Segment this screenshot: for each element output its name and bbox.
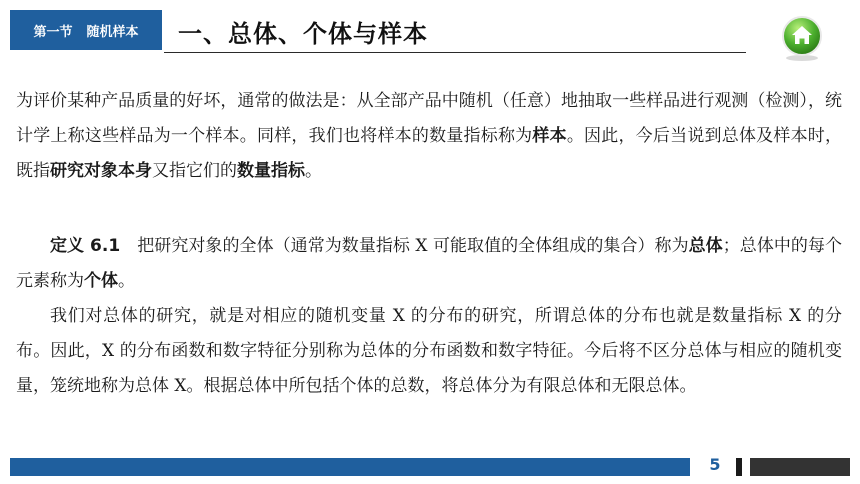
section-label: 第一节: [33, 24, 73, 40]
term-object: 研究对象本身: [50, 161, 152, 181]
title-divider: [164, 52, 746, 53]
intro-text-3: 又指它们的: [152, 161, 237, 181]
footer-dark-bar: [750, 458, 850, 476]
term-individual: 个体: [84, 271, 118, 291]
footer-bar: [10, 458, 690, 476]
definition-text-3: 。: [118, 271, 135, 291]
intro-text-4: 。: [305, 161, 322, 181]
home-button[interactable]: [778, 14, 826, 62]
definition-text-2: ；总体中的每个元素称为: [16, 236, 842, 291]
home-icon: [778, 14, 826, 62]
definition-label: 定义 6.1: [50, 236, 121, 256]
term-quantity: 数量指标: [237, 161, 305, 181]
page-title: 一、总体、个体与样本: [178, 20, 428, 48]
page-number: 5: [709, 455, 721, 474]
intro-text-2: 。因此，今后当说到总体及样本时，既指: [16, 126, 843, 181]
intro-paragraph: [16, 84, 842, 189]
section-badge: [10, 10, 162, 50]
explanation-paragraph: 我们对总体的研究，就是对相应的随机变量 X 的分布的研究，所谓总体的分布也就是数量指标 X 的分布。因此，X 的分布函数和数字特征分别称为总体的分布函数和数字特征。今后将不区分总体与相应的随机变量，笼统地称为总体 X。根据总体中所包括个体的总数，将总体分为有限总体和无限总体。: [16, 306, 842, 396]
footer-tick: [736, 458, 742, 476]
main-content: [16, 84, 842, 404]
term-sample: 样本: [532, 126, 567, 146]
definition-text-1: 把研究对象的全体（通常为数量指标 X 可能取值的全体组成的集合）称为: [120, 236, 689, 256]
intro-text-1: 为评价某种产品质量的好坏，通常的做法是：从全部产品中随机（任意）地抽取一些样品进行观测（检测），统计学上称这些样品为一个样本。同样，我们也将样本的数量指标称为: [16, 91, 842, 146]
term-population: 总体: [688, 236, 723, 256]
section-name: 随机样本: [86, 24, 139, 40]
definition-paragraph: [16, 229, 842, 299]
